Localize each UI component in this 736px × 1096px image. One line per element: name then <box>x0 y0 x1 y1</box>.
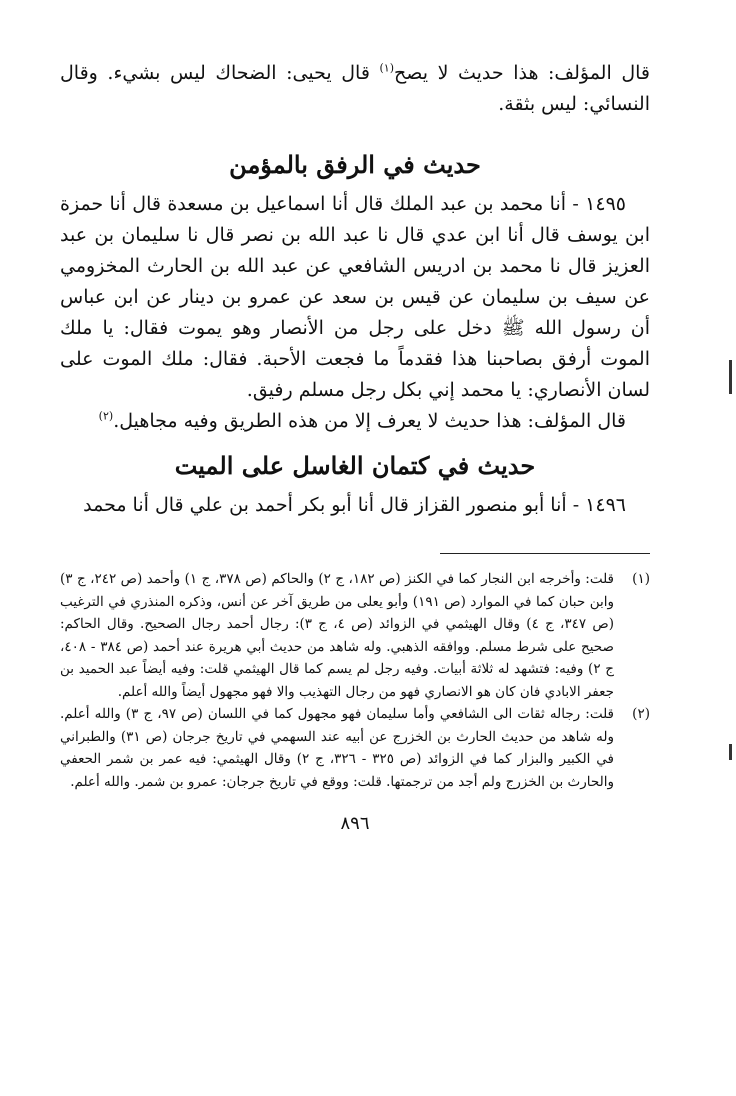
hadith-1496-paragraph: ١٤٩٦ - أنا أبو منصور القزاز قال أنا أبو بكر أحمد بن علي قال أنا محمد <box>83 494 626 516</box>
footnote-separator <box>440 553 650 554</box>
document-page <box>60 58 650 834</box>
footnotes <box>60 568 650 793</box>
footnote-ref-2[interactable]: (٢) <box>98 409 114 423</box>
author-comment-paragraph <box>60 58 650 120</box>
footnote-text: قلت: رجاله ثقات الى الشافعي وأما سليمان فهو مجهول كما في اللسان (ص ٩٧، ج ٣) والله أعلم. وله شاهد من حديث الحارث بن الخزرج عن أبيه عند السهمي في تاريخ جرجان (ص ٣١) والطبراني في الكبير والبزار كما في الزوائد (ص ٣٢٥ - ٣٢٦، ج ٢) وقال الهيثمي: فيه عمر بن شمر الحعفي والحارث بن الخزرج ولم أجد من ترجمتها. قلت: ووقع في تاريخ جرجان: عمرو بن شمر. والله أعلم. <box>60 706 615 790</box>
author-verdict-text: قال المؤلف: هذا حديث لا يعرف إلا من هذه الطريق وفيه مجاهيل. <box>113 410 626 432</box>
footnote-2 <box>60 703 650 793</box>
author-verdict-paragraph <box>60 406 650 437</box>
footnote-number: (٢) <box>632 706 650 722</box>
footnote-ref-1[interactable]: (١) <box>379 61 394 75</box>
footnote-text: قلت: وأخرجه ابن النجار كما في الكنز (ص ١٨٢، ج ٢) والحاكم (ص ٣٧٨، ج ١) وأحمد (ص ٢٤٢، ج ٣) وابن حبان كما في الموارد (ص ١٩١) وأبو يعلى من طريق آخر عن أنس، وذكره المنذري في الترغيب (ص ٣٤٧، ج ٤) وقال الهيثمي في الزوائد (ص ٤، ج ٣): رجال أحمد رجال الصحيح. وقال الحاكم: صحيح على شرط مسلم. ووافقه الذهبي. وله شاهد من حديث أبي هريرة عند أحمد (ص ٣٨٤ - ٤٠٨، ج ٢) وفيه: فتشهد له ثلاثة أبيات. وفيه رجل لم يسم كما قال الهيثمي قلت: وفيه أيضاً عبد الحميد بن جعفر الابادي فان كان هو الانصاري فهو من رجال التهذيب والا فهو مجهول أيضاً والله أعلم. <box>60 571 615 700</box>
scan-edge-mark-top <box>729 360 732 394</box>
page-number: ٨٩٦ <box>340 813 370 834</box>
section-heading-washer: حديث في كتمان الغاسل على الميت <box>174 451 536 480</box>
footnote-1 <box>60 568 650 703</box>
footnote-number: (١) <box>632 571 650 587</box>
scan-edge-mark-bottom <box>729 744 732 760</box>
section-heading-kindness: حديث في الرفق بالمؤمن <box>229 150 481 179</box>
author-comment-text: قال المؤلف: هذا حديث لا يصح <box>393 62 650 84</box>
author-comment-continuation: قال يحيى: الضحاك ليس بشيء. وقال النسائي: ليس بثقة. <box>60 62 650 115</box>
hadith-1495-paragraph: ١٤٩٥ - أنا محمد بن عبد الملك قال أنا اسماعيل بن مسعدة قال أنا حمزة ابن يوسف قال أنا ابن عدي قال نا عبد الله بن نصر قال نا سليمان بن عبد العزيز قال نا محمد بن ادريس الشافعي عن عبد الله بن الحارث المخزومي عن سيف بن سليمان عن قيس بن سعد عن عمرو بن دينار عن ابن عباس أن رسول الله ﷺ دخل على رجل من الأنصار وهو يموت فقال: يا ملك الموت أرفق بصاحبنا هذا فقدماً ما فجعت الأحبة. فقال: ملك الموت على لسان الأنصاري: يا محمد إني بكل رجل مسلم رفيق. <box>60 193 650 401</box>
